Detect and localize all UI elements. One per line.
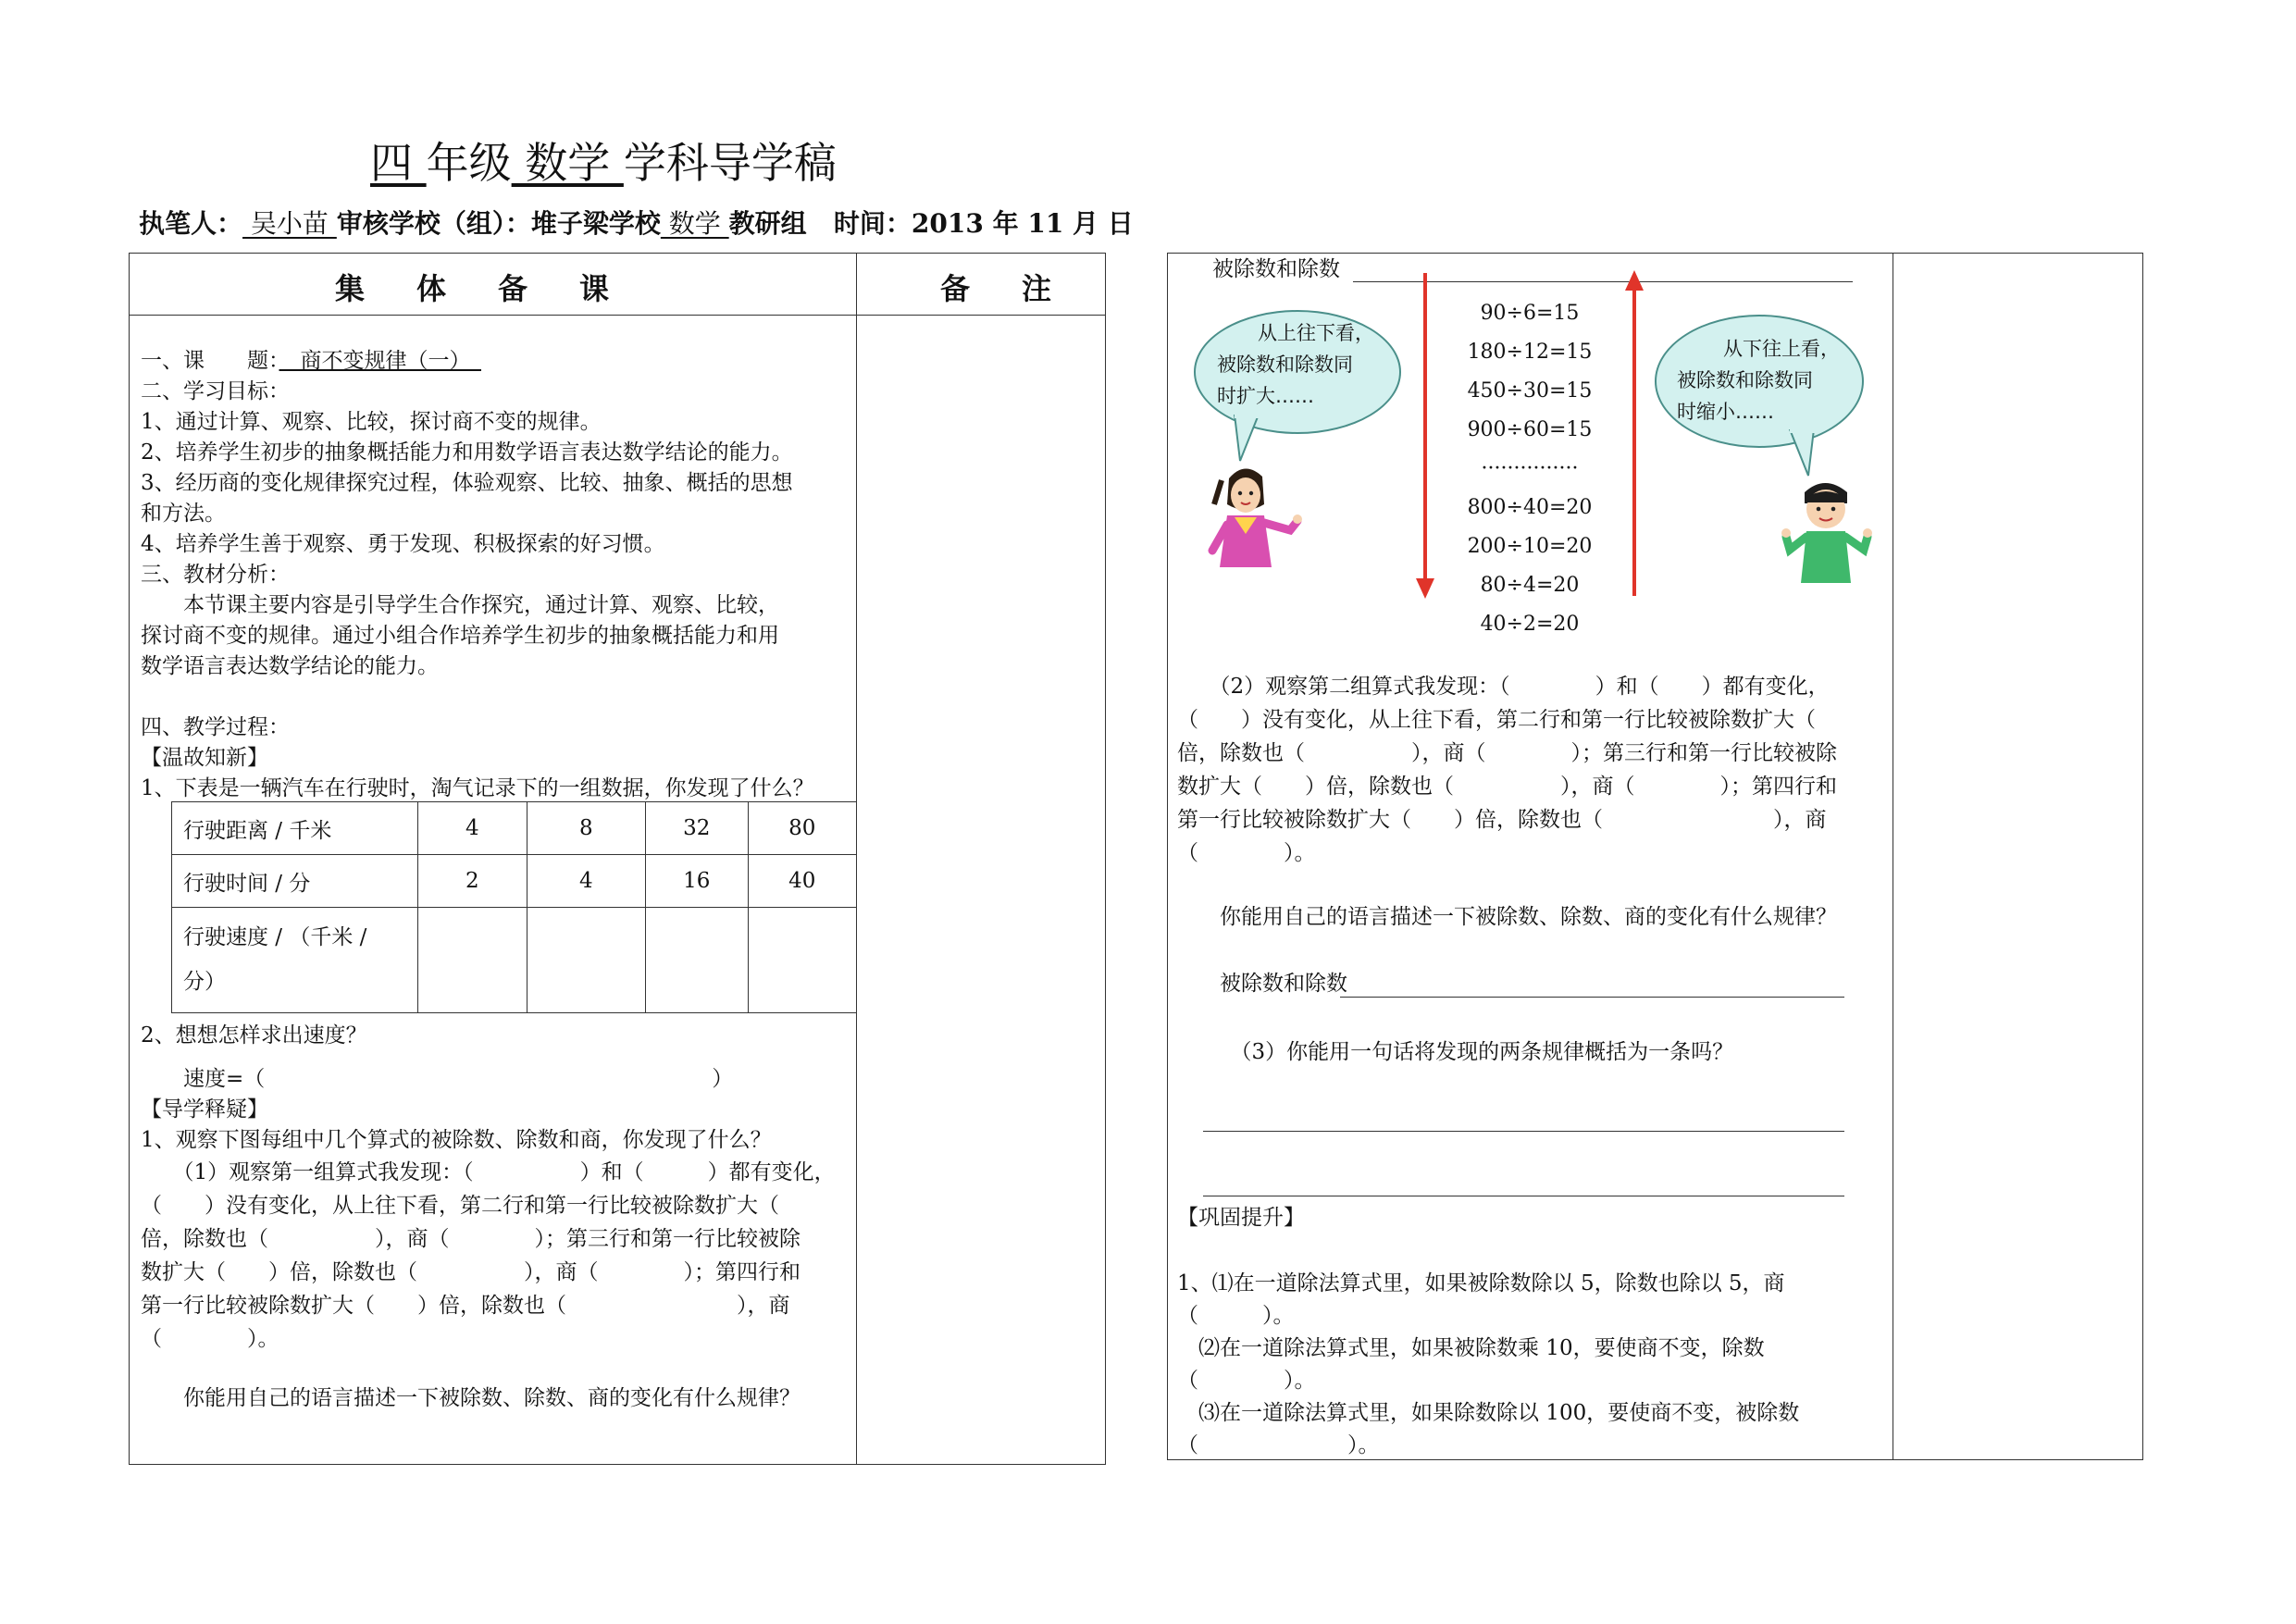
obs2-line-4: 数扩大（ ）倍，除数也（ ），商（ ）；第四行和 bbox=[1177, 775, 1837, 799]
analysis-label: 三、教材分析： bbox=[141, 563, 290, 587]
table-cell-label: 行驶距离 / 千米 bbox=[172, 802, 418, 855]
table-cell bbox=[646, 908, 748, 1013]
describe-question: 你能用自己的语言描述一下被除数、除数、商的变化有什么规律？ bbox=[141, 1386, 800, 1410]
author-name: 吴小苗 bbox=[242, 208, 337, 239]
title-rest: 学科导学稿 bbox=[623, 138, 837, 188]
guide-section-title: 【导学释疑】 bbox=[141, 1097, 268, 1122]
exercise-3-line-2: （ ）。 bbox=[1177, 1433, 1380, 1457]
bubble-left-line: 从上往下看， bbox=[1258, 322, 1374, 344]
meta-line bbox=[139, 204, 1134, 241]
table-cell: 80 bbox=[748, 802, 857, 855]
question-3: 1、观察下图每组中几个算式的被除数、除数和商，你发现了什么？ bbox=[141, 1128, 772, 1152]
exercise-2-line-1: ⑵在一道除法算式里，如果被除数乘 10，要使商不变，除数 bbox=[1177, 1336, 1765, 1360]
author-label: 执笔人： bbox=[139, 208, 243, 239]
bubble-left-text bbox=[1217, 317, 1374, 412]
equation-list bbox=[1437, 294, 1622, 644]
topic-line bbox=[141, 346, 853, 377]
equation: 80÷4=20 bbox=[1480, 574, 1580, 597]
equation-ellipsis: ··············· bbox=[1481, 457, 1579, 480]
bubble-left-tail bbox=[1231, 415, 1268, 463]
review-section-title: 【温故知新】 bbox=[141, 746, 268, 770]
goal-1: 1、通过计算、观察、比较，探讨商不变的规律。 bbox=[141, 410, 602, 434]
obs2-line-5: 第一行比较被除数扩大（ ）倍，除数也（ ），商 bbox=[1177, 808, 1827, 832]
table-row bbox=[172, 855, 857, 908]
goal-4: 4、培养学生善于观察、勇于发现、积极探索的好习惯。 bbox=[141, 532, 665, 556]
question-2: 2、想想怎样求出速度？ bbox=[141, 1023, 367, 1048]
analysis-line-3: 数学语言表达数学结论的能力。 bbox=[141, 654, 439, 678]
obs1-line-3: 倍，除数也（ ），商（ ）；第三行和第一行比较被除 bbox=[141, 1227, 800, 1251]
describe-question-2: 你能用自己的语言描述一下被除数、除数、商的变化有什么规律？ bbox=[1177, 905, 1837, 929]
left-content bbox=[141, 346, 853, 804]
obs2-line-6: （ ）。 bbox=[1177, 841, 1316, 865]
goal-2: 2、培养学生初步的抽象概括能力和用数学语言表达数学结论的能力。 bbox=[141, 440, 793, 465]
table-cell-label: 行驶时间 / 分 bbox=[172, 855, 418, 908]
rule-answer-line bbox=[1340, 997, 1844, 998]
obs1-line-6: （ ）。 bbox=[141, 1327, 279, 1351]
girl-illustration bbox=[1194, 458, 1314, 578]
table-cell-label bbox=[172, 908, 418, 1013]
obs2-line-2: （ ）没有变化，从上往下看，第二行和第一行比较被除数扩大（ bbox=[1177, 708, 1816, 732]
arrow-up-icon bbox=[1616, 270, 1653, 599]
speed-formula: 速度=（ ） bbox=[141, 1067, 734, 1091]
time-text: 时间：2013 年 11 月 日 bbox=[833, 208, 1134, 239]
spacer bbox=[141, 682, 853, 713]
exercises bbox=[1177, 1268, 1890, 1462]
summary-answer-line-1 bbox=[1203, 1131, 1844, 1132]
obs1-line-5: 第一行比较被除数扩大（ ）倍，除数也（ ），商 bbox=[141, 1294, 790, 1318]
equation: 90÷6=15 bbox=[1480, 302, 1580, 325]
table-cell: 2 bbox=[418, 855, 527, 908]
speed-label-1: 行驶速度 / （千米 / bbox=[183, 925, 367, 949]
table-cell bbox=[748, 908, 857, 1013]
title-grade: 四 bbox=[370, 138, 427, 188]
equation: 180÷12=15 bbox=[1467, 341, 1593, 364]
table-cell bbox=[418, 908, 527, 1013]
exercise-1-line-2: （ ）。 bbox=[1177, 1304, 1295, 1328]
review-label: 审核学校（组）：堆子梁学校 bbox=[336, 208, 661, 239]
exercise-1-line-1: 1、⑴在一道除法算式里，如果被除数除以 5，除数也除以 5，商 bbox=[1177, 1271, 1785, 1295]
topic-label: 一、课 题： bbox=[141, 349, 279, 373]
equation: 900÷60=15 bbox=[1467, 418, 1593, 441]
bubble-left-line: 被除数和除数同 bbox=[1217, 353, 1353, 376]
exercise-3-line-1: ⑶在一道除法算式里，如果除数除以 100，要使商不变，被除数 bbox=[1177, 1401, 1800, 1425]
obs1-line-2: （ ）没有变化，从上往下看，第二行和第一行比较被除数扩大（ bbox=[141, 1194, 779, 1218]
obs1-line-4: 数扩大（ ）倍，除数也（ ），商（ ）；第四行和 bbox=[141, 1260, 800, 1284]
left-header-rule bbox=[129, 315, 1106, 316]
bubble-left-line: 时扩大…… bbox=[1217, 385, 1314, 407]
bubble-right-line: 被除数和除数同 bbox=[1677, 369, 1813, 391]
summary-question: （3）你能用一句话将发现的两条规律概括为一条吗？ bbox=[1177, 1040, 1734, 1064]
right-content bbox=[1177, 670, 1890, 870]
review-group: 教研组 bbox=[728, 208, 807, 239]
equation: 200÷10=20 bbox=[1467, 535, 1593, 558]
obs2-line-1: （2）观察第二组算式我发现：（ ）和（ ）都有变化， bbox=[1177, 675, 1830, 699]
speed-label-2: 分） bbox=[183, 970, 226, 994]
table-cell bbox=[527, 908, 646, 1013]
arrow-down-icon bbox=[1407, 273, 1444, 601]
boy-illustration bbox=[1777, 472, 1879, 590]
bubble-right-text bbox=[1677, 333, 1840, 428]
bubble-right-line: 时缩小…… bbox=[1677, 401, 1774, 423]
table-cell: 4 bbox=[527, 855, 646, 908]
process-label: 四、教学过程： bbox=[141, 715, 290, 739]
topic-value: 商不变规律（一） bbox=[279, 349, 481, 373]
table-row bbox=[172, 802, 857, 855]
title-subject: 数学 bbox=[511, 138, 624, 188]
goals-label: 二、学习目标： bbox=[141, 379, 290, 403]
consolidate-section-title: 【巩固提升】 bbox=[1177, 1206, 1305, 1230]
bubble-right-tail bbox=[1786, 429, 1823, 477]
review-subject: 数学 bbox=[660, 208, 729, 239]
table-cell: 8 bbox=[527, 802, 646, 855]
equation: 450÷30=15 bbox=[1467, 379, 1593, 403]
page-title bbox=[370, 130, 837, 191]
table-cell: 4 bbox=[418, 802, 527, 855]
equation: 800÷40=20 bbox=[1467, 496, 1593, 519]
analysis-line-1: 本节课主要内容是引导学生合作探究，通过计算、观察、比较， bbox=[141, 593, 779, 617]
goal-3b: 和方法。 bbox=[141, 502, 226, 526]
title-grade-suffix: 年级 bbox=[426, 138, 512, 188]
table-cell: 16 bbox=[646, 855, 748, 908]
left-content-lower bbox=[141, 1021, 853, 1414]
col-header-collective: 集体备课 bbox=[335, 271, 662, 306]
table-row bbox=[172, 908, 857, 1013]
obs1-line-1: （1）观察第一组算式我发现：（ ）和（ ）都有变化， bbox=[141, 1160, 836, 1184]
goal-3a: 3、经历商的变化规律探究过程，体验观察、比较、抽象、概括的思想 bbox=[141, 471, 793, 495]
speed-table bbox=[171, 801, 857, 1013]
top-label: 被除数和除数 bbox=[1212, 257, 1340, 281]
bubble-right-line: 从下往上看， bbox=[1723, 338, 1840, 360]
table-cell: 32 bbox=[646, 802, 748, 855]
question-1: 1、下表是一辆汽车在行驶时，淘气记录下的一组数据，你发现了什么？ bbox=[141, 776, 814, 800]
col-header-notes: 备注 bbox=[940, 271, 1104, 306]
exercise-2-line-2: （ ）。 bbox=[1177, 1369, 1316, 1393]
obs2-line-3: 倍，除数也（ ），商（ ）；第三行和第一行比较被除 bbox=[1177, 741, 1837, 765]
analysis-line-2: 探讨商不变的规律。通过小组合作培养学生初步的抽象概括能力和用 bbox=[141, 624, 779, 648]
rule-label: 被除数和除数 bbox=[1177, 972, 1347, 996]
table-cell: 40 bbox=[748, 855, 857, 908]
equation: 40÷2=20 bbox=[1480, 613, 1580, 636]
